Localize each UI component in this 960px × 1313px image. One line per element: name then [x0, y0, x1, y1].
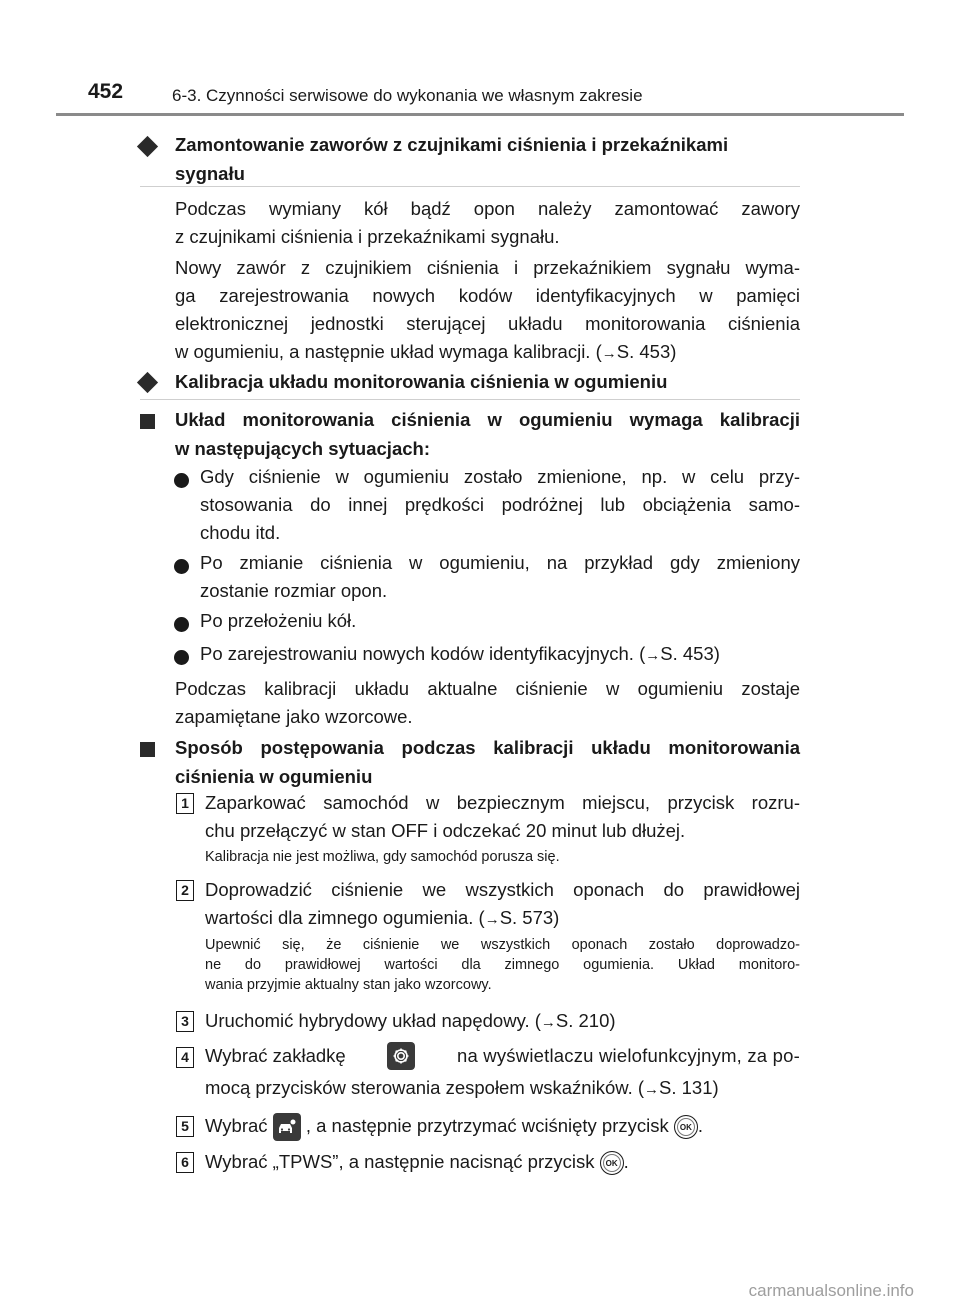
step-number-badge: 5 — [176, 1116, 194, 1137]
round-bullet-icon — [174, 559, 189, 574]
text-line: Doprowadzić ciśnienie we wszystkich oponach do prawidłowej — [205, 879, 800, 900]
arrow-icon: → — [484, 911, 500, 928]
header-divider — [56, 113, 904, 116]
arrow-icon: → — [601, 345, 617, 362]
step-text — [205, 876, 800, 934]
text-line: ne do prawidłowej wartości dla zimnego ogumienia. Układ monitoro- — [205, 957, 800, 973]
step-note: Kalibracja nie jest możliwa, gdy samochód porusza się. — [205, 849, 560, 865]
text-span: Wybrać zakładkę — [205, 1045, 346, 1066]
watermark: carmanualsonline.info — [748, 1281, 914, 1300]
paragraph — [175, 675, 800, 731]
list-item: Po przełożeniu kół. — [200, 610, 357, 631]
step-number-badge: 6 — [176, 1152, 194, 1173]
text-line: Zaparkować samochód w bezpiecznym miejscu, przycisk rozru- — [205, 792, 800, 813]
text-line — [175, 338, 800, 368]
list-item — [200, 463, 800, 547]
page-ref-link[interactable]: S. 573) — [499, 907, 560, 928]
diamond-bullet-icon — [137, 372, 158, 393]
square-bullet-icon — [140, 742, 155, 757]
text-line: chodu itd. — [200, 522, 281, 543]
heading-line: Sposób postępowania podczas kalibracji układu monitorowania — [175, 737, 800, 758]
arrow-icon: → — [540, 1014, 556, 1031]
text-line: Upewnić się, że ciśnienie we wszystkich oponach zostało doprowadzo- — [205, 937, 800, 953]
vehicle-settings-icon — [273, 1113, 301, 1141]
heading-valves — [175, 130, 800, 188]
text-line: stosowania do innej prędkości podróżnej lub obciążenia samo- — [200, 494, 800, 515]
heading-calibration: Kalibracja układu monitorowania ciśnienia w ogumieniu — [175, 371, 668, 392]
arrow-icon: → — [645, 647, 661, 664]
text-span: na wyświetlaczu wielofunkcyjnym, za po- — [456, 1045, 800, 1066]
heading-line: w następujących sytuacjach: — [175, 438, 430, 459]
text-line — [205, 1072, 800, 1106]
text-span: Wybrać — [205, 1115, 268, 1136]
step-number-badge: 1 — [176, 793, 194, 814]
text-line: z czujnikami ciśnienia i przekaźnikami sygnału. — [175, 226, 560, 247]
text-line: Podczas wymiany kół bądź opon należy zamontować zawory — [175, 198, 800, 219]
heading-line: sygnału — [175, 163, 245, 184]
heading-underline — [140, 399, 800, 400]
text-line — [205, 1040, 800, 1072]
step-text — [205, 1146, 800, 1178]
ok-button-icon: OK — [600, 1151, 624, 1175]
text-span: , a następnie przytrzymać wciśnięty przycisk — [305, 1115, 669, 1136]
text-line: ga zarejestrowania nowych kodów identyfikacyjnych w pamięci — [175, 285, 800, 306]
subheading — [175, 733, 800, 791]
text-span: mocą przycisków sterowania zespołem wskaźników. ( — [205, 1077, 645, 1098]
text-line: Nowy zawór z czujnikiem ciśnienia i przekaźnikiem sygnału wyma- — [175, 257, 800, 278]
text-line: chu przełączyć w stan OFF i odczekać 20 minut lub dłużej. — [205, 820, 686, 841]
text-span: . — [697, 1115, 704, 1136]
text-span: Po zarejestrowaniu nowych kodów identyfikacyjnych. ( — [200, 643, 646, 664]
paragraph — [175, 254, 800, 368]
step-number-badge: 4 — [176, 1047, 194, 1068]
section-title: 6-3. Czynności serwisowe do wykonania we własnym zakresie — [172, 86, 643, 105]
square-bullet-icon — [140, 414, 155, 429]
text-line: zostanie rozmiar opon. — [200, 580, 388, 601]
text-line: zapamiętane jako wzorcowe. — [175, 706, 413, 727]
heading-line: ciśnienia w ogumieniu — [175, 766, 373, 787]
page-ref-link[interactable]: S. 453) — [660, 643, 720, 664]
text-line: Po zmianie ciśnienia w ogumieniu, na przykład gdy zmieniony — [200, 552, 800, 573]
step-number-badge: 2 — [176, 880, 194, 901]
page-ref-link[interactable]: S. 453) — [616, 341, 677, 362]
text-line: wania przyjmie aktualny stan jako wzorcowy. — [205, 977, 492, 993]
heading-underline — [140, 186, 800, 187]
step-text — [205, 789, 800, 845]
diamond-bullet-icon — [137, 136, 158, 157]
step-number-badge: 3 — [176, 1011, 194, 1032]
list-item — [200, 640, 800, 670]
text-span: w ogumieniu, a następnie układ wymaga kalibracji. ( — [175, 341, 602, 362]
text-span: wartości dla zimnego ogumienia. ( — [205, 907, 485, 928]
round-bullet-icon — [174, 617, 189, 632]
text-line: Podczas kalibracji układu aktualne ciśnienie w ogumieniu zostaje — [175, 678, 800, 699]
heading-line: Zamontowanie zaworów z czujnikami ciśnienia i przekaźnikami — [175, 134, 729, 155]
text-span: Wybrać „TPWS”, a następnie nacisnąć przycisk — [205, 1151, 595, 1172]
text-span: . — [623, 1151, 629, 1172]
text-line: elektronicznej jednostki sterującej układu monitorowania ciśnienia — [175, 313, 800, 334]
arrow-icon: → — [644, 1081, 660, 1098]
step-note — [205, 935, 800, 995]
paragraph — [175, 195, 800, 251]
step-text — [205, 1007, 800, 1037]
round-bullet-icon — [174, 473, 189, 488]
ok-button-icon: OK — [674, 1115, 698, 1139]
page-ref-link[interactable]: S. 131) — [659, 1077, 719, 1098]
page-number: 452 — [88, 80, 124, 103]
step-text — [205, 1110, 800, 1142]
text-span: Uruchomić hybrydowy układ napędowy. ( — [205, 1010, 541, 1031]
heading-line: Układ monitorowania ciśnienia w ogumieniu wymaga kalibracji — [175, 409, 800, 430]
step-text — [205, 1040, 800, 1106]
text-line: Gdy ciśnienie w ogumieniu zostało zmienione, np. w celu przy- — [200, 466, 800, 487]
settings-gear-icon — [387, 1042, 415, 1070]
subheading — [175, 405, 800, 463]
text-line — [205, 904, 800, 934]
round-bullet-icon — [174, 650, 189, 665]
page-ref-link[interactable]: S. 210) — [555, 1010, 616, 1031]
list-item — [200, 549, 800, 605]
